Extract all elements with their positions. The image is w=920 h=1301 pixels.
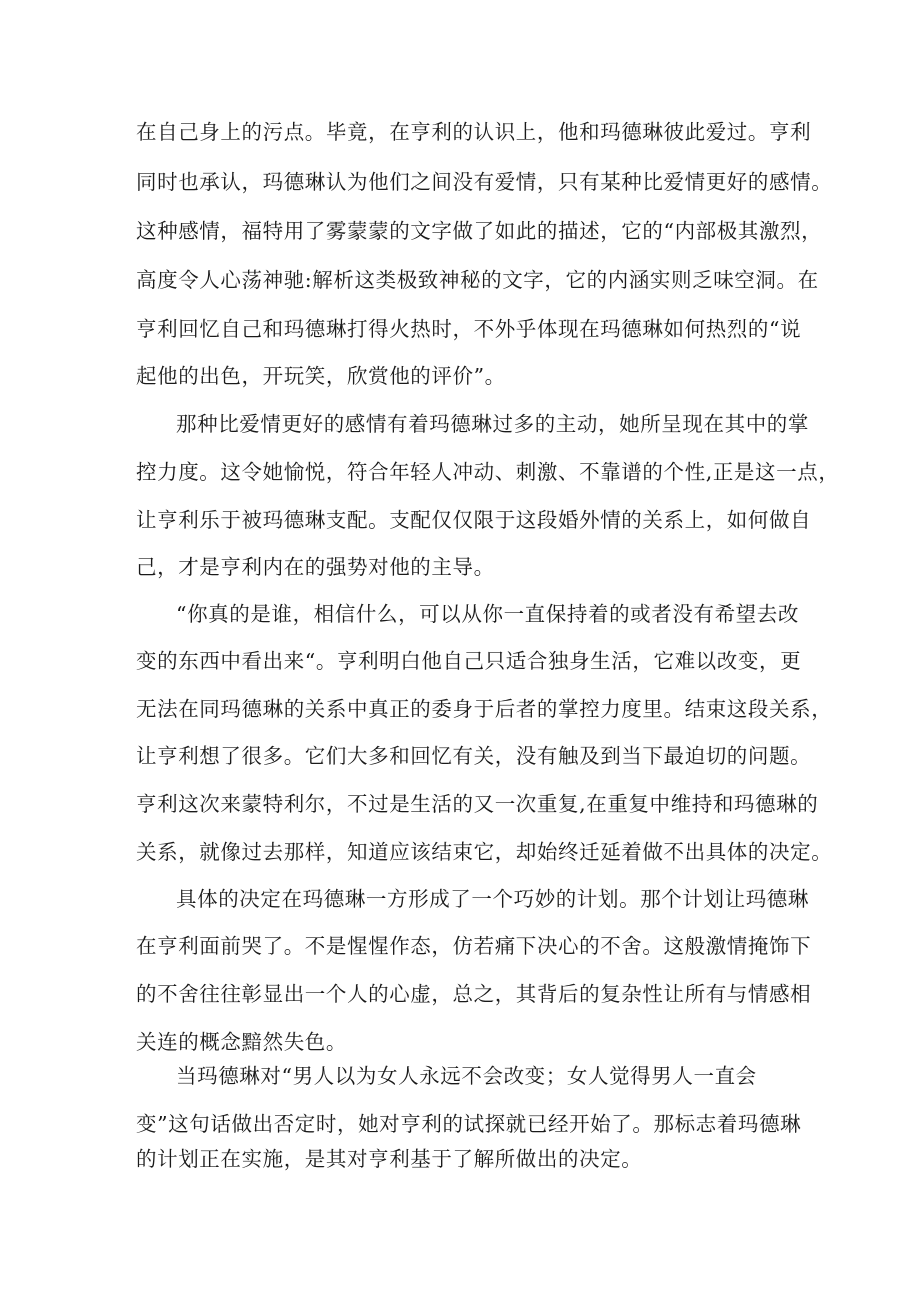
paragraph-first-line: 当玛德琳对“男人以为女人永远不会改变；女人觉得男人一直会 — [176, 1064, 757, 1088]
text-line: 控力度。这令她愉悦，符合年轻人冲动、刺激、不靠谱的个性,正是这一点， — [136, 460, 840, 484]
paragraph-first-line: 具体的决定在玛德琳一方形成了一个巧妙的计划。那个计划让玛德琳 — [176, 887, 809, 911]
text-line: 让亨利想了很多。它们大多和回忆有关，没有触及到当下最迫切的问题。 — [136, 744, 812, 768]
paragraph-first-line: “你真的是谁，相信什么，可以从你一直保持着的或者没有希望去改 — [176, 602, 799, 626]
text-line: 的不舍往往彰显出一个人的心虚，总之，其背后的复杂性让所有与情感相 — [136, 982, 812, 1006]
text-line: 这种感情，福特用了雾蒙蒙的文字做了如此的描述，它的“内部极其激烈， — [136, 219, 823, 243]
text-line: 亨利回忆自己和玛德琳打得火热时，不外乎体现在玛德琳如何热烈的“说 — [136, 317, 802, 341]
text-line: 关系，就像过去那样，知道应该结束它，却始终迁延着做不出具体的决定。 — [136, 840, 833, 864]
text-line: 起他的出色，开玩笑，欣赏他的评价”。 — [136, 364, 506, 388]
text-line: 无法在同玛德琳的关系中真正的委身于后者的掌控力度里。结束这段关系， — [136, 697, 833, 721]
text-line: 的计划正在实施，是其对亨利基于了解所做出的决定。 — [136, 1147, 643, 1171]
text-line: 亨利这次来蒙特利尔，不过是生活的又一次重复,在重复中维持和玛德琳的 — [136, 792, 819, 816]
text-line: 高度令人心荡神驰:解析这类极致神秘的文字，它的内涵实则乏味空洞。在 — [136, 268, 819, 292]
text-line: 己，才是亨利内在的强势对他的主导。 — [136, 555, 495, 579]
text-line: 让亨利乐于被玛德琳支配。支配仅仅限于这段婚外情的关系上，如何做自 — [136, 508, 812, 532]
text-line: 关连的概念黯然失色。 — [136, 1030, 347, 1054]
paragraph-first-line: 那种比爱情更好的感情有着玛德琳过多的主动，她所呈现在其中的掌 — [176, 412, 809, 436]
text-line: 变的东西中看出来“。亨利明白他自己只适合独身生活，它难以改变，更 — [136, 649, 802, 673]
text-line: 同时也承认，玛德琳认为他们之间没有爱情，只有某种比爱情更好的感情。 — [136, 170, 833, 194]
text-line: 在亨利面前哭了。不是惺惺作态，仿若痛下决心的不舍。这般激情掩饰下 — [136, 934, 812, 958]
text-line: 在自己身上的污点。毕竟，在亨利的认识上，他和玛德琳彼此爱过。亨利 — [136, 120, 812, 144]
text-line: 变”这句话做出否定时，她对亨利的试探就已经开始了。那标志着玛德琳 — [136, 1112, 802, 1136]
